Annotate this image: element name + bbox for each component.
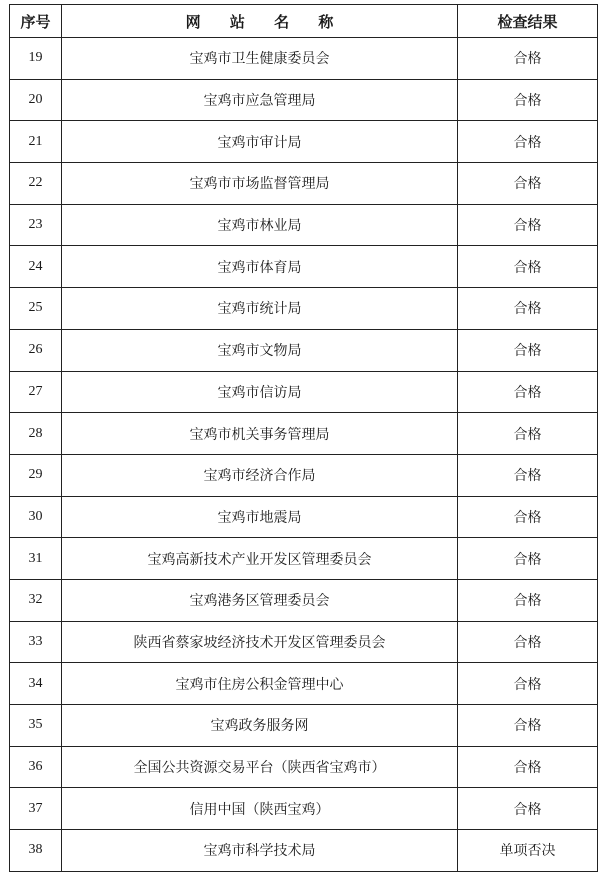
row-check-result: 合格 — [458, 163, 598, 205]
row-check-result: 合格 — [458, 371, 598, 413]
row-website-name: 宝鸡市地震局 — [62, 496, 458, 538]
row-seq: 32 — [10, 579, 62, 621]
table-row — [10, 830, 598, 872]
header-check-result: 检查结果 — [458, 5, 598, 38]
row-check-result: 合格 — [458, 788, 598, 830]
row-seq: 37 — [10, 788, 62, 830]
row-seq: 33 — [10, 621, 62, 663]
table-row — [10, 329, 598, 371]
table-row — [10, 163, 598, 205]
row-check-result: 合格 — [458, 454, 598, 496]
row-seq: 26 — [10, 329, 62, 371]
row-website-name: 宝鸡市林业局 — [62, 204, 458, 246]
row-website-name: 宝鸡市市场监督管理局 — [62, 163, 458, 205]
table-row — [10, 621, 598, 663]
table-row — [10, 121, 598, 163]
row-website-name: 宝鸡港务区管理委员会 — [62, 579, 458, 621]
row-check-result: 合格 — [458, 496, 598, 538]
table-row — [10, 79, 598, 121]
table-row — [10, 663, 598, 705]
row-seq: 19 — [10, 38, 62, 80]
row-website-name: 宝鸡高新技术产业开发区管理委员会 — [62, 538, 458, 580]
table-row — [10, 413, 598, 455]
row-check-result: 合格 — [458, 705, 598, 747]
row-seq: 20 — [10, 79, 62, 121]
row-check-result: 合格 — [458, 246, 598, 288]
row-seq: 24 — [10, 246, 62, 288]
row-website-name: 宝鸡市信访局 — [62, 371, 458, 413]
row-check-result: 合格 — [458, 413, 598, 455]
table-row — [10, 204, 598, 246]
row-seq: 31 — [10, 538, 62, 580]
website-inspection-table — [9, 4, 598, 872]
row-check-result: 合格 — [458, 579, 598, 621]
row-website-name: 宝鸡市经济合作局 — [62, 454, 458, 496]
row-check-result: 合格 — [458, 288, 598, 330]
table-header-row — [10, 5, 598, 38]
row-website-name: 信用中国（陕西宝鸡） — [62, 788, 458, 830]
row-website-name: 宝鸡市文物局 — [62, 329, 458, 371]
row-seq: 38 — [10, 830, 62, 872]
row-website-name: 宝鸡政务服务网 — [62, 705, 458, 747]
row-check-result: 合格 — [458, 38, 598, 80]
table-row — [10, 371, 598, 413]
row-seq: 29 — [10, 454, 62, 496]
table-body — [10, 38, 598, 872]
header-website-name: 网 站 名 称 — [62, 5, 458, 38]
table-row — [10, 746, 598, 788]
table-row — [10, 454, 598, 496]
row-check-result: 合格 — [458, 329, 598, 371]
table-row — [10, 496, 598, 538]
row-seq: 23 — [10, 204, 62, 246]
row-website-name: 宝鸡市应急管理局 — [62, 79, 458, 121]
table-row — [10, 788, 598, 830]
row-check-result: 合格 — [458, 204, 598, 246]
row-check-result: 合格 — [458, 663, 598, 705]
table-row — [10, 38, 598, 80]
row-website-name: 宝鸡市卫生健康委员会 — [62, 38, 458, 80]
row-check-result: 合格 — [458, 121, 598, 163]
table-row — [10, 538, 598, 580]
row-seq: 34 — [10, 663, 62, 705]
row-check-result: 合格 — [458, 746, 598, 788]
table-row — [10, 288, 598, 330]
row-check-result: 合格 — [458, 538, 598, 580]
row-check-result: 合格 — [458, 621, 598, 663]
row-website-name: 宝鸡市住房公积金管理中心 — [62, 663, 458, 705]
row-check-result: 合格 — [458, 79, 598, 121]
header-seq: 序号 — [10, 5, 62, 38]
row-website-name: 宝鸡市科学技术局 — [62, 830, 458, 872]
row-seq: 25 — [10, 288, 62, 330]
row-seq: 30 — [10, 496, 62, 538]
row-website-name: 宝鸡市机关事务管理局 — [62, 413, 458, 455]
table-row — [10, 246, 598, 288]
row-website-name: 宝鸡市统计局 — [62, 288, 458, 330]
row-website-name: 宝鸡市审计局 — [62, 121, 458, 163]
table-row — [10, 705, 598, 747]
row-website-name: 陕西省蔡家坡经济技术开发区管理委员会 — [62, 621, 458, 663]
row-seq: 36 — [10, 746, 62, 788]
row-seq: 21 — [10, 121, 62, 163]
table-row — [10, 579, 598, 621]
row-seq: 22 — [10, 163, 62, 205]
row-seq: 28 — [10, 413, 62, 455]
row-check-result: 单项否决 — [458, 830, 598, 872]
row-seq: 35 — [10, 705, 62, 747]
row-seq: 27 — [10, 371, 62, 413]
row-website-name: 全国公共资源交易平台（陕西省宝鸡市） — [62, 746, 458, 788]
row-website-name: 宝鸡市体育局 — [62, 246, 458, 288]
